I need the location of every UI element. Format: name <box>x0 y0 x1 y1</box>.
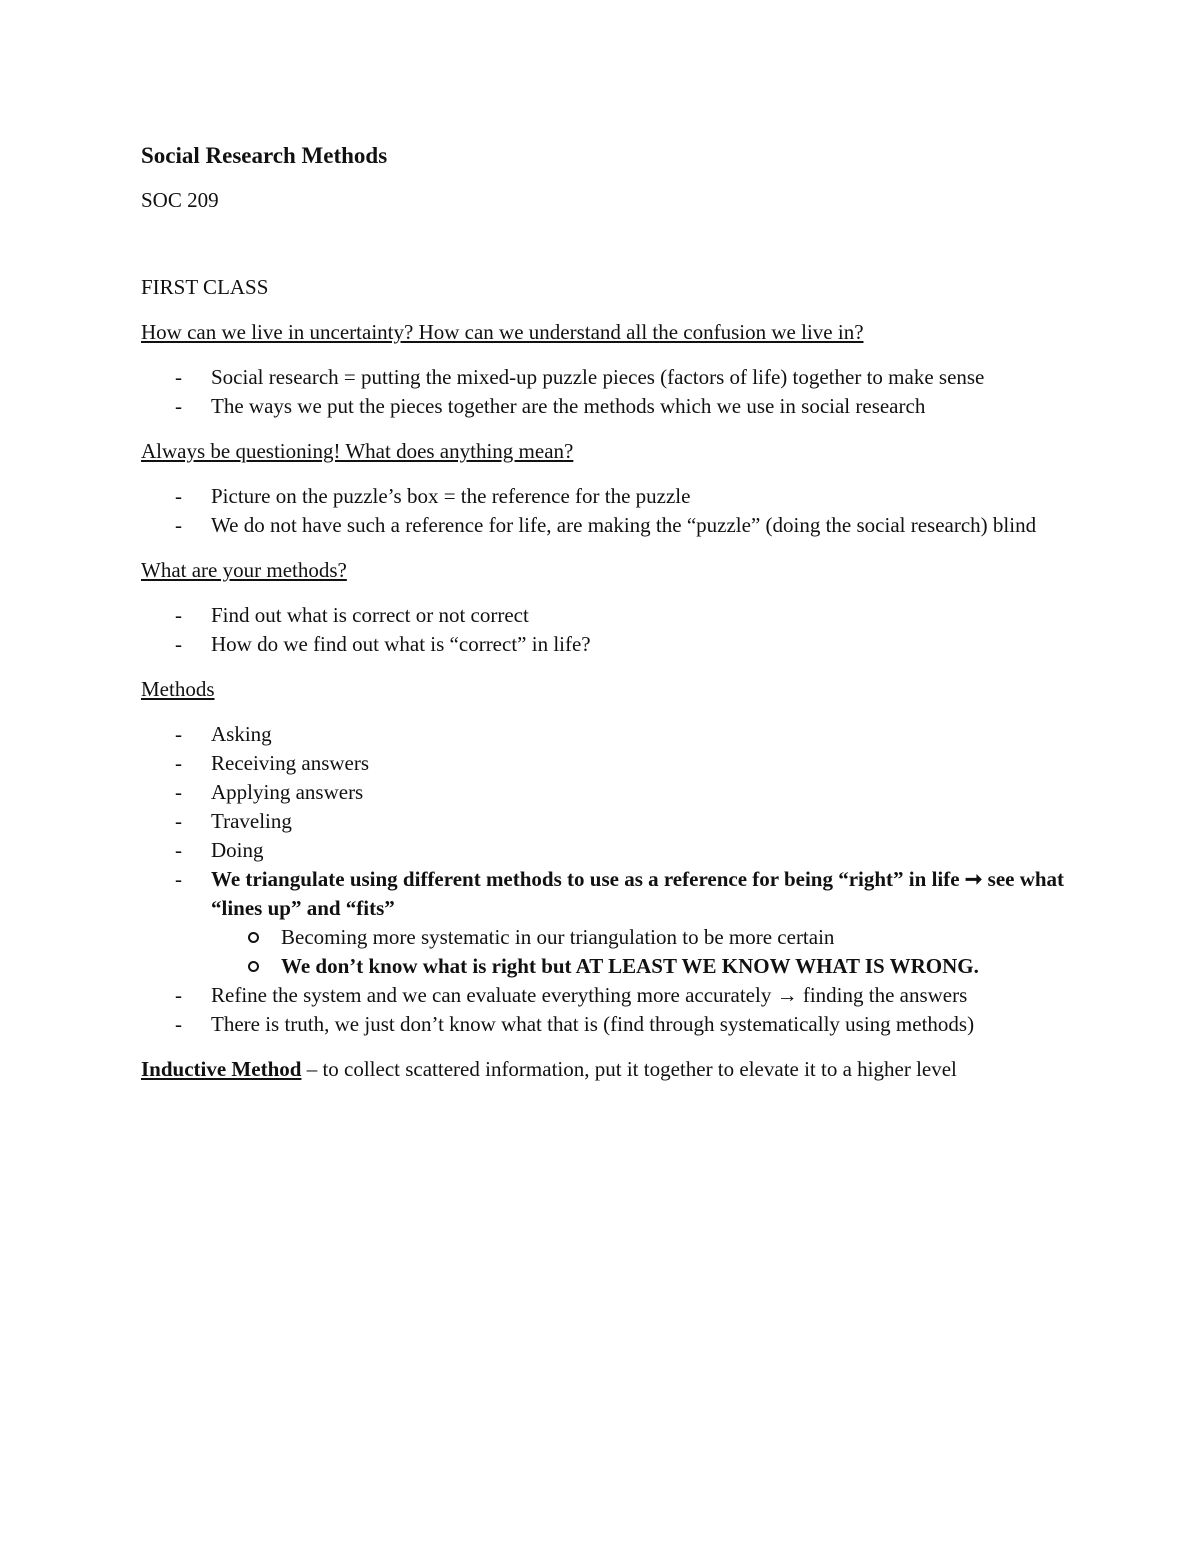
list-item <box>141 482 1071 511</box>
sub-bullet-list <box>211 923 1071 981</box>
list-item-text: Receiving answers <box>211 751 370 775</box>
sub-list-item <box>211 952 1071 981</box>
list-item-text: Traveling <box>211 809 292 833</box>
sub-list-item-text-bold: We don’t know what is right but AT LEAST WE KNOW WHAT IS WRONG. <box>281 954 979 978</box>
list-item-text-bold: We triangulate using different methods to use as a reference for being “right” in life ➞ see what “lines up” and “fits” <box>211 867 1065 920</box>
list-item <box>141 807 1071 836</box>
dash-bullet-marker: - <box>175 484 182 508</box>
list-item <box>141 392 1071 421</box>
list-item-text: How do we find out what is “correct” in life? <box>211 632 591 656</box>
list-item-text: Picture on the puzzle’s box = the reference for the puzzle <box>211 484 691 508</box>
circle-bullet-icon <box>248 932 259 943</box>
list-item <box>141 836 1071 865</box>
list-item-text: We do not have such a reference for life, are making the “puzzle” (doing the social research) blind <box>211 513 1037 537</box>
section-heading-uncertainty: How can we live in uncertainty? How can we understand all the confusion we live in? <box>141 320 864 344</box>
list-item <box>141 630 1071 659</box>
bullet-list-questioning <box>141 482 1071 540</box>
list-item <box>141 981 1071 1010</box>
list-item <box>141 363 1071 392</box>
dash-bullet-marker: - <box>175 603 182 627</box>
list-item-text: Refine the system and we can evaluate everything more accurately → finding the answers <box>211 983 968 1007</box>
bullet-list-uncertainty <box>141 363 1071 421</box>
list-item <box>141 720 1071 749</box>
list-item-text: Applying answers <box>211 780 364 804</box>
circle-bullet-icon <box>248 961 259 972</box>
list-item <box>141 511 1071 540</box>
course-code: SOC 209 <box>141 188 219 212</box>
dash-bullet-marker: - <box>175 394 182 418</box>
dash-bullet-marker: - <box>175 365 182 389</box>
dash-bullet-marker: - <box>175 838 182 862</box>
list-item <box>141 778 1071 807</box>
list-item <box>141 601 1071 630</box>
definition-term: Inductive Method <box>141 1057 302 1081</box>
list-item-text: Asking <box>211 722 272 746</box>
list-item-text: There is truth, we just don’t know what that is (find through systematically using methods) <box>211 1012 975 1036</box>
dash-bullet-marker: - <box>175 867 182 891</box>
dash-bullet-marker: - <box>175 722 182 746</box>
dash-bullet-marker: - <box>175 751 182 775</box>
dash-bullet-marker: - <box>175 632 182 656</box>
list-item-text: Doing <box>211 838 264 862</box>
list-item-text: Find out what is correct or not correct <box>211 603 529 627</box>
section-heading-your-methods: What are your methods? <box>141 558 347 582</box>
bullet-list-your-methods <box>141 601 1071 659</box>
class-heading: FIRST CLASS <box>141 275 269 299</box>
list-item <box>141 865 1071 981</box>
dash-bullet-marker: - <box>175 780 182 804</box>
dash-bullet-marker: - <box>175 809 182 833</box>
dash-bullet-marker: - <box>175 513 182 537</box>
section-heading-methods: Methods <box>141 677 215 701</box>
definition-paragraph <box>141 1055 1071 1084</box>
list-item <box>141 749 1071 778</box>
bullet-list-methods <box>141 720 1071 1039</box>
dash-bullet-marker: - <box>175 983 182 1007</box>
list-item-text: Social research = putting the mixed-up puzzle pieces (factors of life) together to make sense <box>211 365 985 389</box>
dash-bullet-marker: - <box>175 1012 182 1036</box>
document-body <box>141 140 1071 1084</box>
sub-list-item-text: Becoming more systematic in our triangulation to be more certain <box>281 925 835 949</box>
document-title: Social Research Methods <box>141 143 388 168</box>
sub-list-item <box>211 923 1071 952</box>
list-item-text: The ways we put the pieces together are the methods which we use in social research <box>211 394 926 418</box>
list-item <box>141 1010 1071 1039</box>
definition-text: – to collect scattered information, put it together to elevate it to a higher level <box>301 1057 957 1081</box>
section-heading-questioning: Always be questioning! What does anything mean? <box>141 439 574 463</box>
